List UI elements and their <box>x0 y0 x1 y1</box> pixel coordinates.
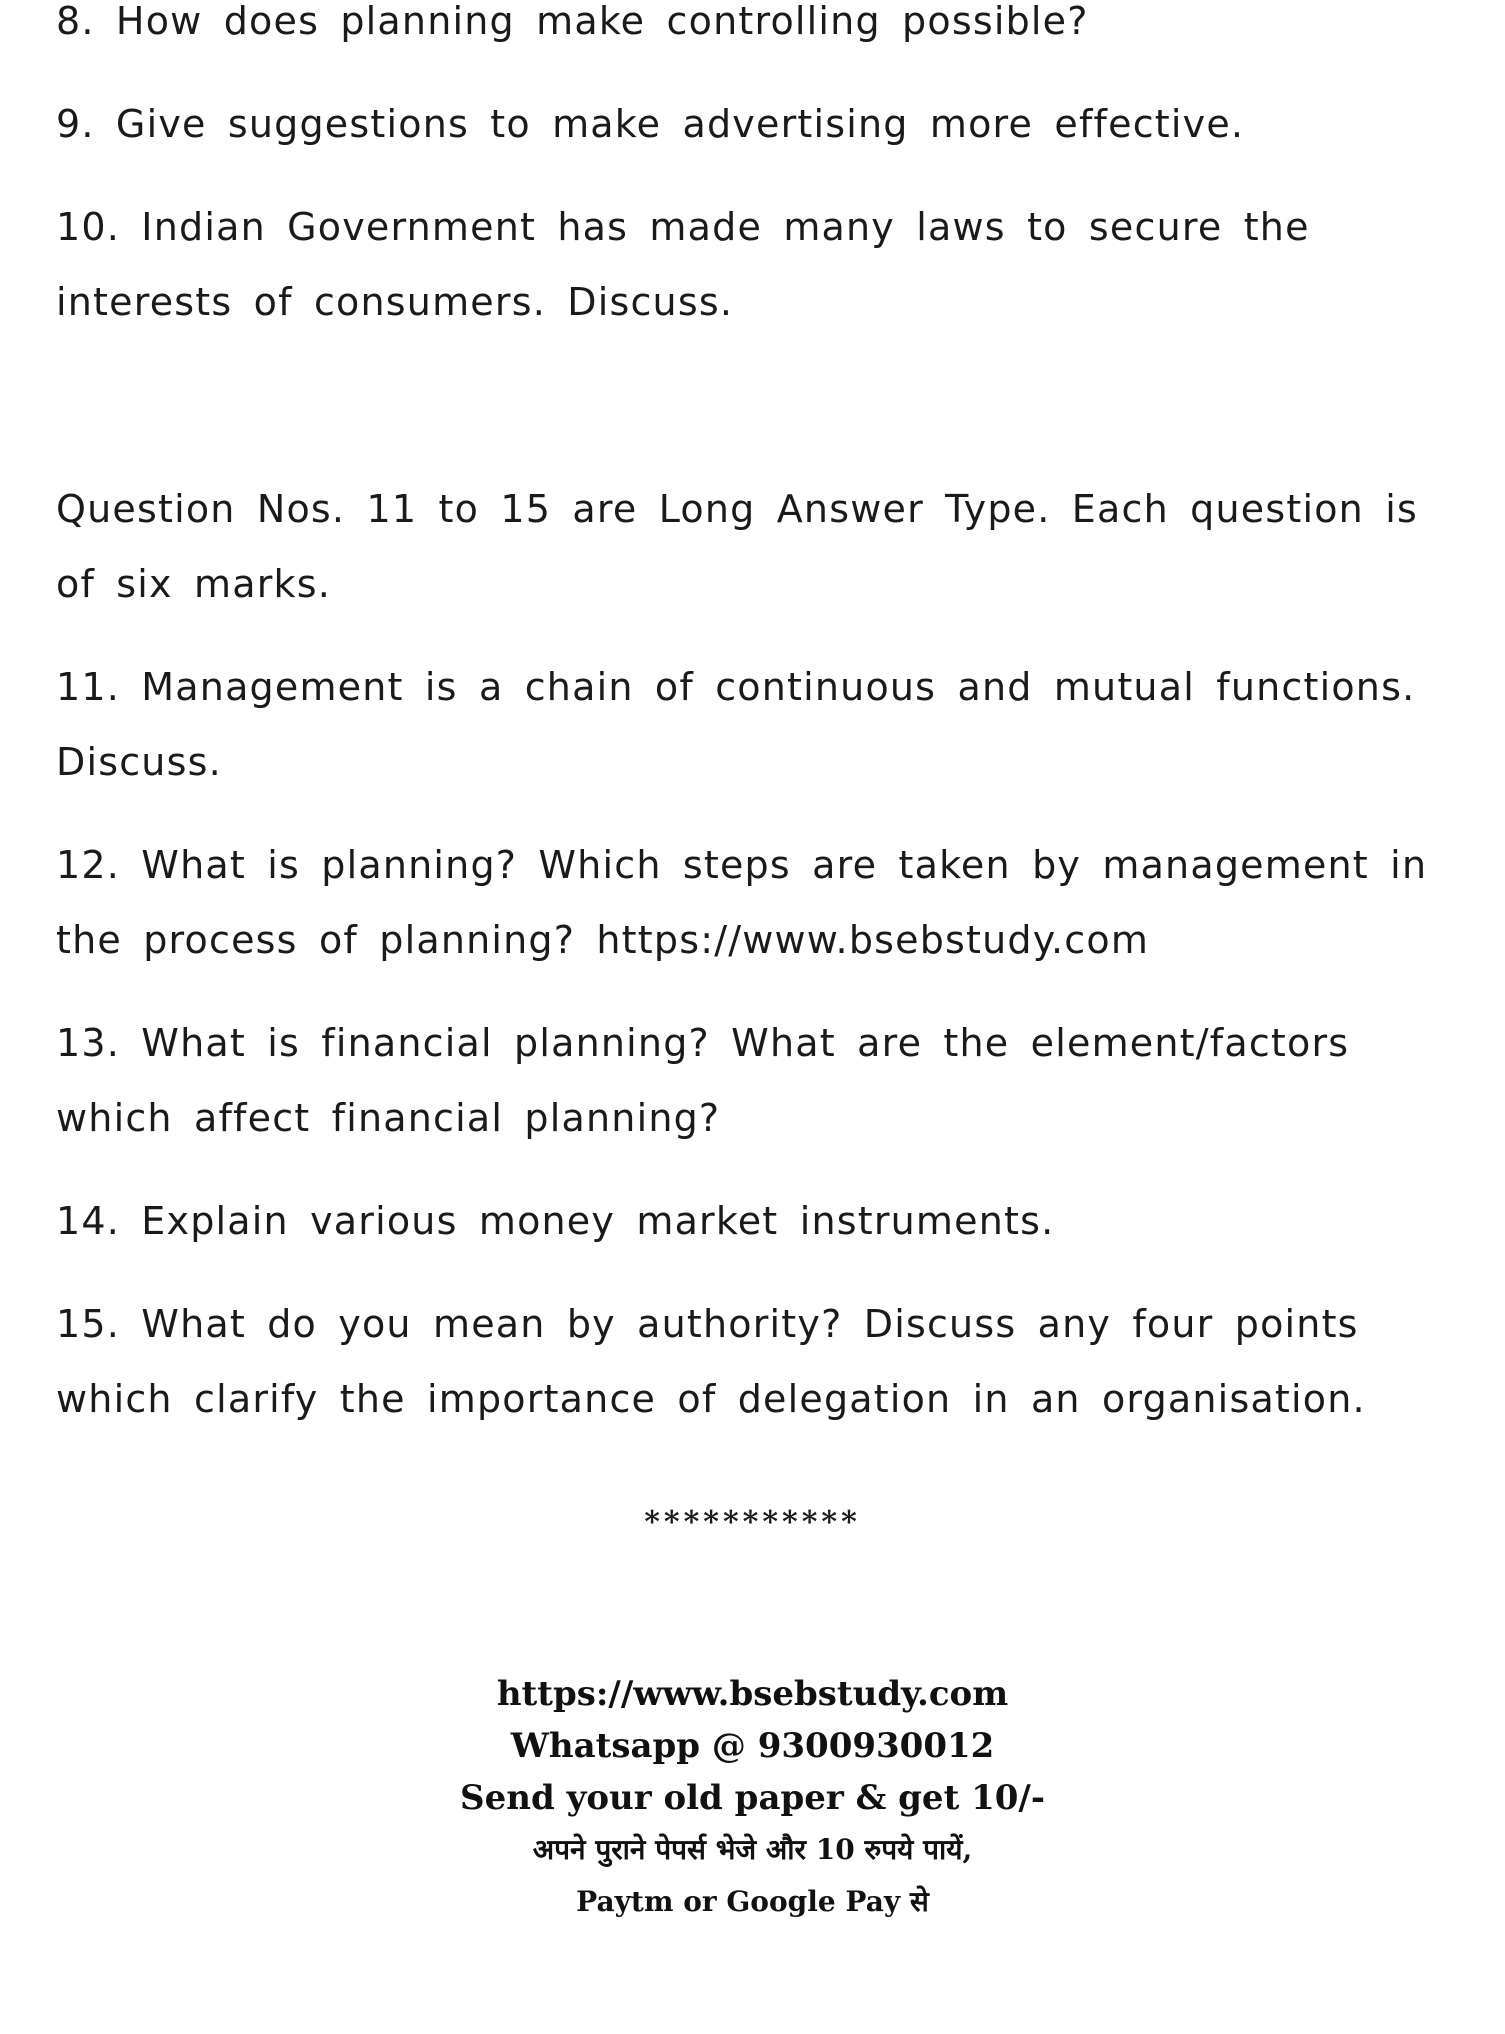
section-instruction: Question Nos. 11 to 15 are Long Answer Type. Each question is of six marks. <box>56 487 1418 606</box>
footer-whatsapp: Whatsapp @ 9300930012 <box>510 1726 995 1766</box>
question-14: 14. Explain various money market instruments. <box>56 1199 1055 1243</box>
question-11: 11. Management is a chain of continuous and mutual functions. Discuss. <box>56 665 1416 784</box>
footer-block <box>0 1668 1505 1928</box>
question-12: 12. What is planning? Which steps are taken by management in the process of planning? https://www.bsebstudy.com <box>56 843 1428 962</box>
question-8: 8. How does planning make controlling possible? <box>56 0 1089 43</box>
question-15: 15. What do you mean by authority? Discuss any four points which clarify the importance of delegation in an organisation. <box>56 1302 1366 1421</box>
end-divider: *********** <box>644 1505 861 1540</box>
footer-url: https://www.bsebstudy.com <box>496 1674 1009 1714</box>
footer-payment: Paytm or Google Pay से <box>576 1885 929 1918</box>
question-list <box>56 0 1456 1437</box>
question-13: 13. What is financial planning? What are the element/factors which affect financial planning? <box>56 1021 1350 1140</box>
question-10: 10. Indian Government has made many laws to secure the interests of consumers. Discuss. <box>56 205 1310 324</box>
footer-offer: Send your old paper & get 10/- <box>460 1778 1045 1818</box>
question-9: 9. Give suggestions to make advertising more effective. <box>56 102 1245 146</box>
footer-hindi-offer: अपने पुराने पेपर्स भेजे और 10 रुपये पायें, <box>532 1833 973 1866</box>
